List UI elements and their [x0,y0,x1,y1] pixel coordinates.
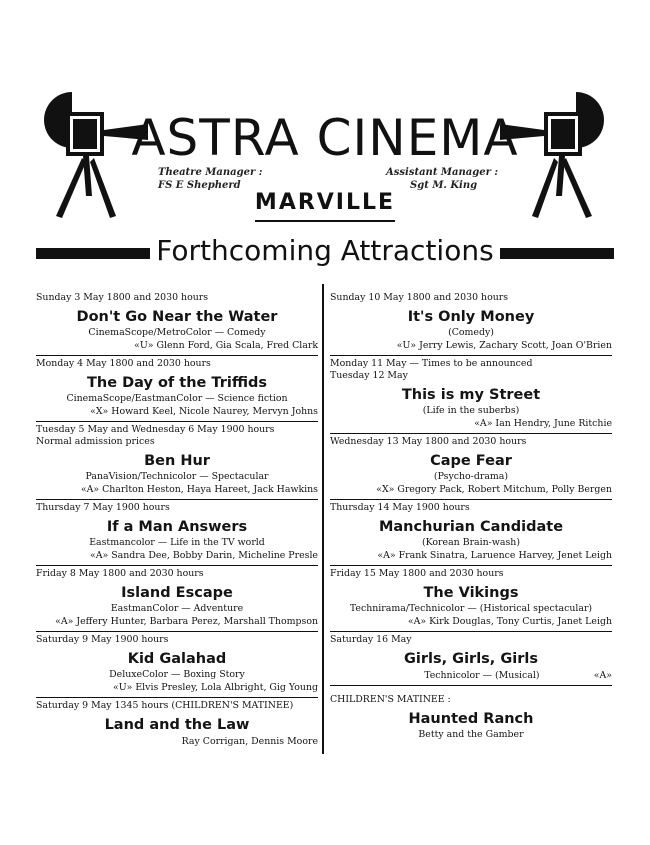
film-cast: «X» Howard Keel, Nicole Naurey, Mervyn Johns [90,406,318,417]
theatre-manager-block [158,166,262,192]
listing-entry [330,686,612,744]
listing-date: Sunday 10 May 1800 and 2030 hours [330,292,509,303]
right-rule-bar [500,248,614,259]
listing-note: Normal admission prices [36,436,155,447]
listing-date: Friday 8 May 1800 and 2030 hours [36,568,204,579]
listing-entry [330,290,612,356]
location-underline [255,220,395,222]
film-info: (Korean Brain-wash) [422,537,520,548]
rating-badge: «A» [593,670,612,681]
right-column [330,290,612,744]
film-info: CinemaScope/EastmanColor — Science fiction [66,393,288,404]
assistant-manager-block [386,166,498,192]
listing-date: Monday 11 May — Times to be announced [330,358,533,369]
film-info: DeluxeColor — Boxing Story [109,669,245,680]
assistant-manager-label: Assistant Manager : [386,167,499,178]
listing-entry [36,500,318,566]
film-title: This is my Street [401,387,541,403]
listing-entry [36,422,318,500]
film-info: Technirama/Technicolor — (Historical spectacular) [349,603,593,614]
listing-entry [36,632,318,698]
film-title: The Vikings [423,585,519,601]
film-info: (Life in the suberbs) [422,405,520,416]
film-title: Don't Go Near the Water [76,309,278,325]
film-cast: «A» Frank Sinatra, Laruence Harvey, Jenet Leigh [377,550,612,561]
cinema-title: ASTRA CINEMA [131,109,519,167]
listing-entry [36,566,318,632]
film-title: The Day of the Triffids [86,375,268,391]
listing-date-2: Tuesday 12 May [330,370,408,381]
listing-date: Wednesday 13 May 1800 and 2030 hours [330,436,527,447]
listing-entry [36,698,318,751]
film-cast: «X» Gregory Pack, Robert Mitchum, Polly Bergen [376,484,612,495]
film-info: (Comedy) [448,327,494,338]
listing-date: Thursday 14 May 1900 hours [330,502,470,513]
film-cast: «A» Charlton Heston, Haya Hareet, Jack Hawkins [80,484,318,495]
film-info-row [330,669,612,682]
listing-entry [330,434,612,500]
listing-entry [330,632,612,686]
film-cast: Betty and the Gamber [418,729,524,740]
location-title: MARVILLE [254,190,396,215]
film-info: Technicolor — (Musical) [424,670,540,681]
listing-entry [36,356,318,422]
film-title: It's Only Money [407,309,535,325]
listing-date: Friday 15 May 1800 and 2030 hours [330,568,504,579]
film-info: (Psycho-drama) [433,471,509,482]
film-title: Kid Galahad [127,651,227,667]
film-title: Manchurian Candidate [378,519,564,535]
theatre-manager-name: FS E Shepherd [158,180,241,191]
listing-date: Saturday 9 May 1345 hours (CHILDREN'S MATINEE) [36,700,294,711]
film-title: Cape Fear [430,453,512,469]
listing-entry [36,290,318,356]
theatre-manager-label: Theatre Manager : [158,167,263,178]
film-info: EastmanColor — Adventure [110,603,244,614]
listing-date: Saturday 16 May [330,634,412,645]
film-title: Island Escape [121,585,233,601]
film-title: Haunted Ranch [408,711,534,727]
film-cast: «A» Ian Hendry, June Ritchie [474,418,612,429]
film-title: Girls, Girls, Girls [404,651,538,667]
film-cast: «A» Jeffery Hunter, Barbara Perez, Marshall Thompson [55,616,318,627]
listing-date: Thursday 7 May 1900 hours [36,502,170,513]
film-title: Ben Hur [144,453,210,469]
forthcoming-title: Forthcoming Attractions [156,234,494,267]
listing-entry [330,566,612,632]
listing-date: Tuesday 5 May and Wednesday 6 May 1900 hours [36,424,275,435]
film-title: Land and the Law [104,717,250,733]
listing-date: CHILDREN'S MATINEE : [330,694,451,705]
film-info: PanaVision/Technicolor — Spectacular [85,471,269,482]
listing-entry [330,500,612,566]
film-info: Eastmancolor — Life in the TV world [89,537,265,548]
film-cast: «A» Kirk Douglas, Tony Curtis, Janet Leigh [407,616,612,627]
film-cast: «U» Jerry Lewis, Zachary Scott, Joan O'Brien [396,340,612,351]
listing-date: Saturday 9 May 1900 hours [36,634,169,645]
film-info: CinemaScope/MetroColor — Comedy [88,327,266,338]
left-column [36,290,318,751]
column-divider [322,284,324,754]
film-title: If a Man Answers [106,519,248,535]
listing-entry [330,356,612,434]
film-cast: Ray Corrigan, Dennis Moore [181,736,318,747]
film-cast: «U» Elvis Presley, Lola Albright, Gig Young [112,682,318,693]
listing-date: Monday 4 May 1800 and 2030 hours [36,358,211,369]
film-cast: «U» Glenn Ford, Gia Scala, Fred Clark [134,340,318,351]
assistant-manager-name: Sgt M. King [410,180,478,191]
listing-date: Sunday 3 May 1800 and 2030 hours [36,292,209,303]
film-cast: «A» Sandra Dee, Bobby Darin, Micheline Presle [90,550,318,561]
